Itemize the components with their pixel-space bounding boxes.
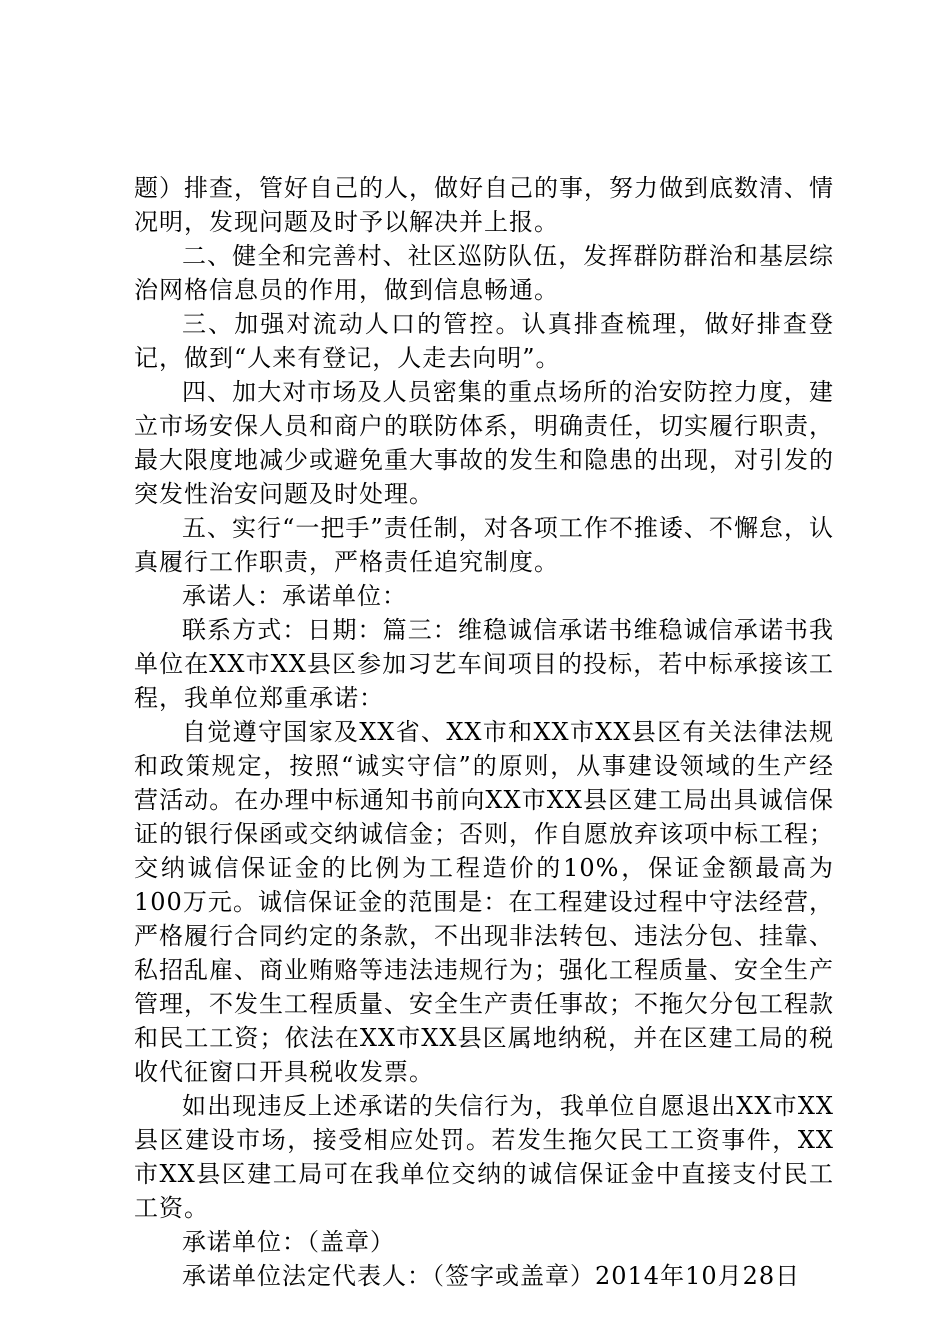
- representative-date-line: 承诺单位法定代表人：（签字或盖章）2014年10月28日: [182, 1262, 801, 1290]
- paragraph-3: 三、加强对流动人口的管控。认真排查梳理，做好排查登记，做到“人来有登记，人走去向明”。: [134, 310, 834, 372]
- paragraph-5: 五、实行“一把手”责任制，对各项工作不推诿、不懈怠，认真履行工作职责，严格责任追究制度。: [134, 514, 834, 576]
- paragraph-penalty: 如出现违反上述承诺的失信行为，我单位自愿退出XX市XX县区建设市场，接受相应处罚。若发生拖欠民工工资事件，XX市XX县区建工局可在我单位交纳的诚信保证金中直接支付民工工资。: [134, 1092, 834, 1222]
- seal-line: 承诺单位：（盖章）: [182, 1228, 395, 1256]
- paragraph-commitment: 自觉遵守国家及XX省、XX市和XX市XX县区有关法律法规和政策规定，按照“诚实守信”的原则，从事建设领域的生产经营活动。在办理中标通知书前向XX市XX县区建工局出具诚信保证的银行保函或交纳诚信金；否则，作自愿放弃该项中标工程；交纳诚信保证金的比例为工程造价的10%，保证金额最高为100万元。诚信保证金的范围是：在工程建设过程中守法经营，严格履行合同约定的条款，不出现非法转包、违法分包、挂靠、私招乱雇、商业贿赂等违法违规行为；强化工程质量、安全生产管理，不发生工程质量、安全生产责任事故；不拖欠分包工程款和民工工资；依法在XX市XX县区属地纳税，并在区建工局的税收代征窗口开具税收发票。: [134, 718, 834, 1086]
- signatory-line: 承诺人：承诺单位：: [182, 582, 407, 610]
- paragraph-2: 二、健全和完善村、社区巡防队伍，发挥群防群治和基层综治网格信息员的作用，做到信息畅通。: [134, 242, 834, 304]
- paragraph-1: 题）排查，管好自己的人，做好自己的事，努力做到底数清、情况明，发现问题及时予以解决并上报。: [134, 174, 834, 236]
- document-body: [134, 171, 834, 1293]
- paragraph-contact-intro: 联系方式：日期：篇三：维稳诚信承诺书维稳诚信承诺书我单位在XX市XX县区参加习艺车间项目的投标，若中标承接该工程，我单位郑重承诺：: [134, 616, 834, 712]
- paragraph-4: 四、加大对市场及人员密集的重点场所的治安防控力度，建立市场安保人员和商户的联防体系，明确责任，切实履行职责，最大限度地减少或避免重大事故的发生和隐患的出现，对引发的突发性治安问题及时处理。: [134, 378, 834, 508]
